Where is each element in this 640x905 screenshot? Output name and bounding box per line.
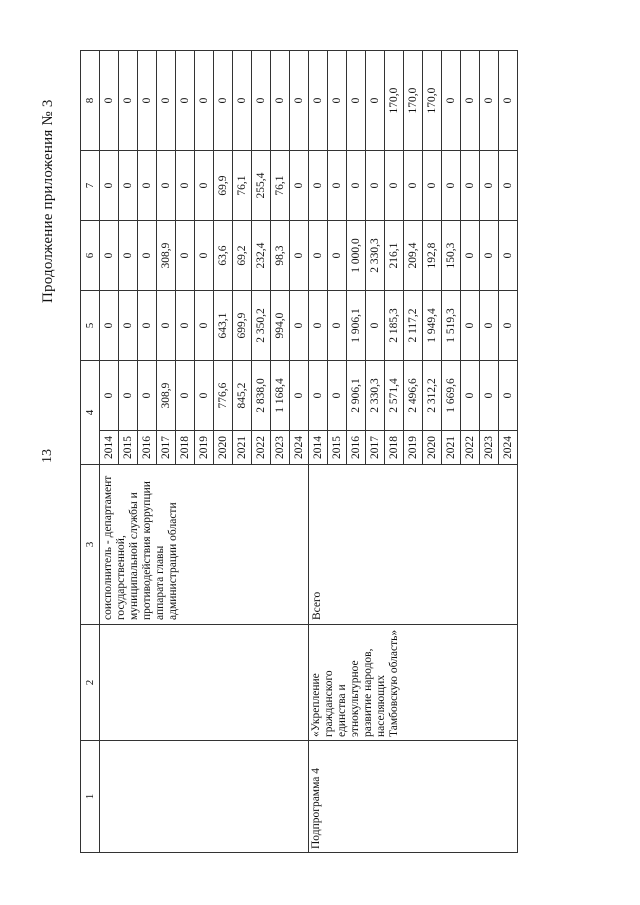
value-cell-v4: 0 xyxy=(195,361,214,431)
col-header: 1 xyxy=(81,741,100,853)
value-cell-v6: 2 330,3 xyxy=(366,221,385,291)
col-header: 7 xyxy=(81,151,100,221)
col-header: 6 xyxy=(81,221,100,291)
value-cell-v5: 0 xyxy=(195,291,214,361)
value-cell-v6: 0 xyxy=(119,221,138,291)
year-cell: 2017 xyxy=(157,431,176,465)
value-cell-v4: 2 312,2 xyxy=(423,361,442,431)
col-header: 4 xyxy=(81,361,100,465)
value-cell-v8: 0 xyxy=(271,51,290,151)
year-cell: 2014 xyxy=(309,431,328,465)
value-cell-v4: 0 xyxy=(328,361,347,431)
table-row xyxy=(309,51,328,853)
year-cell: 2019 xyxy=(404,431,423,465)
value-cell-v4: 0 xyxy=(499,361,518,431)
year-cell: 2024 xyxy=(290,431,309,465)
value-cell-v8: 0 xyxy=(309,51,328,151)
value-cell-v7: 0 xyxy=(100,151,119,221)
value-cell-v7: 0 xyxy=(442,151,461,221)
value-cell-v7: 0 xyxy=(157,151,176,221)
value-cell-v7: 0 xyxy=(176,151,195,221)
year-cell: 2021 xyxy=(233,431,252,465)
value-cell-v4: 0 xyxy=(480,361,499,431)
value-cell-v5: 0 xyxy=(480,291,499,361)
value-cell-v4: 2 838,0 xyxy=(252,361,271,431)
value-cell-v5: 1 906,1 xyxy=(347,291,366,361)
value-cell-v8: 0 xyxy=(138,51,157,151)
value-cell-v7: 0 xyxy=(309,151,328,221)
value-cell-v5: 994,0 xyxy=(271,291,290,361)
value-cell-v8: 170,0 xyxy=(423,51,442,151)
value-cell-v8: 0 xyxy=(233,51,252,151)
value-cell-v8: 170,0 xyxy=(385,51,404,151)
value-cell-v4: 2 496,6 xyxy=(404,361,423,431)
value-cell-v4: 2 330,3 xyxy=(366,361,385,431)
value-cell-v5: 1 519,3 xyxy=(442,291,461,361)
value-cell-v4: 1 168,4 xyxy=(271,361,290,431)
value-cell-v7: 0 xyxy=(423,151,442,221)
value-cell-v7: 0 xyxy=(366,151,385,221)
value-cell-v8: 0 xyxy=(100,51,119,151)
value-cell-v4: 2 906,1 xyxy=(347,361,366,431)
value-cell-v7: 0 xyxy=(119,151,138,221)
value-cell-v6: 0 xyxy=(290,221,309,291)
value-cell-v7: 0 xyxy=(290,151,309,221)
value-cell-v6: 0 xyxy=(100,221,119,291)
value-cell-v5: 2 117,2 xyxy=(404,291,423,361)
year-cell: 2015 xyxy=(328,431,347,465)
program-name-cell xyxy=(100,625,309,741)
year-cell: 2016 xyxy=(138,431,157,465)
year-cell: 2019 xyxy=(195,431,214,465)
value-cell-v5: 0 xyxy=(366,291,385,361)
year-cell: 2020 xyxy=(423,431,442,465)
value-cell-v8: 0 xyxy=(214,51,233,151)
value-cell-v8: 0 xyxy=(347,51,366,151)
value-cell-v8: 0 xyxy=(157,51,176,151)
value-cell-v7: 0 xyxy=(404,151,423,221)
table-body xyxy=(100,51,518,853)
value-cell-v7: 0 xyxy=(195,151,214,221)
year-cell: 2023 xyxy=(271,431,290,465)
value-cell-v8: 0 xyxy=(328,51,347,151)
program-cell: Подпрограмма 4 xyxy=(309,741,518,853)
value-cell-v6: 209,4 xyxy=(404,221,423,291)
value-cell-v5: 699,9 xyxy=(233,291,252,361)
value-cell-v5: 0 xyxy=(138,291,157,361)
value-cell-v7: 76,1 xyxy=(271,151,290,221)
value-cell-v6: 0 xyxy=(195,221,214,291)
value-cell-v6: 0 xyxy=(138,221,157,291)
value-cell-v8: 170,0 xyxy=(404,51,423,151)
value-cell-v5: 0 xyxy=(328,291,347,361)
value-cell-v5: 0 xyxy=(461,291,480,361)
value-cell-v4: 0 xyxy=(176,361,195,431)
value-cell-v6: 1 000,0 xyxy=(347,221,366,291)
value-cell-v6: 0 xyxy=(480,221,499,291)
year-cell: 2022 xyxy=(461,431,480,465)
col-header: 2 xyxy=(81,625,100,741)
header-row xyxy=(81,51,100,853)
value-cell-v6: 0 xyxy=(499,221,518,291)
page-title: Продолжение приложения № 3 xyxy=(40,99,56,303)
value-cell-v5: 0 xyxy=(290,291,309,361)
value-cell-v7: 0 xyxy=(499,151,518,221)
value-cell-v4: 0 xyxy=(461,361,480,431)
value-cell-v7: 0 xyxy=(347,151,366,221)
value-cell-v8: 0 xyxy=(461,51,480,151)
value-cell-v6: 63,6 xyxy=(214,221,233,291)
value-cell-v8: 0 xyxy=(366,51,385,151)
value-cell-v5: 0 xyxy=(119,291,138,361)
value-cell-v8: 0 xyxy=(176,51,195,151)
value-cell-v8: 0 xyxy=(119,51,138,151)
value-cell-v4: 0 xyxy=(119,361,138,431)
value-cell-v7: 0 xyxy=(385,151,404,221)
value-cell-v6: 0 xyxy=(461,221,480,291)
value-cell-v5: 0 xyxy=(499,291,518,361)
executor-cell: Всего xyxy=(309,465,518,625)
value-cell-v7: 0 xyxy=(461,151,480,221)
value-cell-v6: 216,1 xyxy=(385,221,404,291)
value-cell-v7: 0 xyxy=(138,151,157,221)
value-cell-v6: 308,9 xyxy=(157,221,176,291)
value-cell-v6: 98,3 xyxy=(271,221,290,291)
value-cell-v5: 2 185,3 xyxy=(385,291,404,361)
year-cell: 2023 xyxy=(480,431,499,465)
year-cell: 2024 xyxy=(499,431,518,465)
value-cell-v4: 845,2 xyxy=(233,361,252,431)
value-cell-v7: 0 xyxy=(480,151,499,221)
value-cell-v4: 0 xyxy=(290,361,309,431)
funding-table xyxy=(80,50,518,853)
value-cell-v7: 255,4 xyxy=(252,151,271,221)
value-cell-v7: 76,1 xyxy=(233,151,252,221)
table-row xyxy=(100,51,119,853)
value-cell-v5: 0 xyxy=(309,291,328,361)
value-cell-v4: 0 xyxy=(100,361,119,431)
year-cell: 2015 xyxy=(119,431,138,465)
value-cell-v8: 0 xyxy=(499,51,518,151)
page-number: 13 xyxy=(40,449,55,463)
value-cell-v8: 0 xyxy=(195,51,214,151)
col-header: 3 xyxy=(81,465,100,625)
value-cell-v8: 0 xyxy=(442,51,461,151)
year-cell: 2021 xyxy=(442,431,461,465)
value-cell-v6: 232,4 xyxy=(252,221,271,291)
value-cell-v5: 0 xyxy=(157,291,176,361)
value-cell-v5: 2 350,2 xyxy=(252,291,271,361)
col-header: 8 xyxy=(81,51,100,151)
value-cell-v5: 0 xyxy=(176,291,195,361)
year-cell: 2017 xyxy=(366,431,385,465)
year-cell: 2020 xyxy=(214,431,233,465)
col-header: 5 xyxy=(81,291,100,361)
year-cell: 2018 xyxy=(385,431,404,465)
value-cell-v4: 776,6 xyxy=(214,361,233,431)
value-cell-v4: 308,9 xyxy=(157,361,176,431)
value-cell-v5: 643,1 xyxy=(214,291,233,361)
executor-cell: соисполнитель - департамент государственной, муниципальной службы и противодействия коррупции аппарата главы администрации области xyxy=(100,465,309,625)
value-cell-v4: 2 571,4 xyxy=(385,361,404,431)
value-cell-v4: 0 xyxy=(138,361,157,431)
value-cell-v5: 0 xyxy=(100,291,119,361)
value-cell-v6: 192,8 xyxy=(423,221,442,291)
value-cell-v7: 69,9 xyxy=(214,151,233,221)
value-cell-v8: 0 xyxy=(480,51,499,151)
value-cell-v8: 0 xyxy=(252,51,271,151)
value-cell-v6: 150,3 xyxy=(442,221,461,291)
year-cell: 2018 xyxy=(176,431,195,465)
value-cell-v6: 0 xyxy=(328,221,347,291)
value-cell-v7: 0 xyxy=(328,151,347,221)
value-cell-v4: 1 669,6 xyxy=(442,361,461,431)
value-cell-v6: 0 xyxy=(176,221,195,291)
value-cell-v5: 1 949,4 xyxy=(423,291,442,361)
program-cell xyxy=(100,741,309,853)
value-cell-v4: 0 xyxy=(309,361,328,431)
value-cell-v8: 0 xyxy=(290,51,309,151)
year-cell: 2014 xyxy=(100,431,119,465)
year-cell: 2016 xyxy=(347,431,366,465)
value-cell-v6: 69,2 xyxy=(233,221,252,291)
year-cell: 2022 xyxy=(252,431,271,465)
program-name-cell: «Укрепление гражданского единства и этнокультурное развитие народов, населяющих Тамбовскую область» xyxy=(309,625,518,741)
value-cell-v6: 0 xyxy=(309,221,328,291)
